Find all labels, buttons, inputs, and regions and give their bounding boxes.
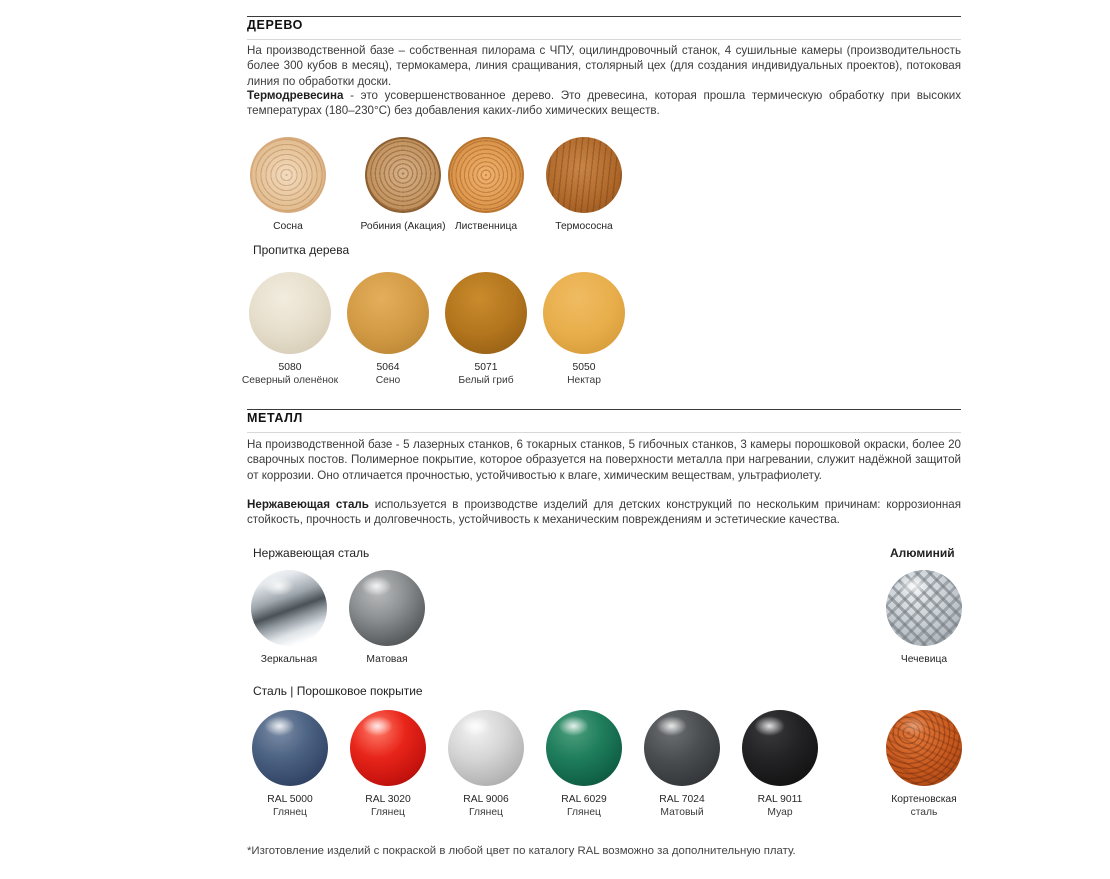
powder-swatch-label: [530, 794, 638, 819]
stain-code: 5064: [376, 362, 400, 373]
wood-swatch-label: Лиственница: [454, 221, 518, 232]
stain-code: 5071: [474, 362, 498, 373]
wood-swatch-label: Термососна: [555, 221, 613, 232]
powder-swatch-ral3020: [334, 710, 442, 819]
stain-code: 5080: [278, 362, 302, 373]
wood-texture-listvennitsa: [448, 137, 524, 213]
stain-swatch-5050: [530, 272, 638, 387]
powder-swatch-label: [432, 794, 540, 819]
powder-code: RAL 7024: [659, 794, 705, 805]
powder-sphere-ral6029: [546, 710, 622, 786]
powder-swatch-label: [628, 794, 736, 819]
metal-paragraph-2-lead: Нержавеющая сталь: [247, 498, 369, 511]
stain-name: Белый гриб: [458, 374, 514, 386]
steel-sphere-mirror: [251, 570, 327, 646]
wood-swatch-sosna: [234, 137, 342, 234]
metal-section-rule-bottom: [247, 432, 961, 433]
wood-paragraph-1: На производственной базе – собственная пилорама с ЧПУ, оцилиндровочный станок, 4 сушильные камеры (производительность более 300 кубов в месяц), термокамера, линия сращивания, столярный цех (для создания индивидуальных проектов), потоковая линия по обработки доски.: [247, 44, 961, 88]
powder-finish: Глянец: [273, 806, 307, 818]
powder-sphere-corten: [886, 710, 962, 786]
powder-finish: Глянец: [567, 806, 601, 818]
aluminium-swatch-chechevitsa: [870, 570, 978, 667]
wood-section-title: ДЕРЕВО: [247, 18, 303, 32]
metal-paragraph-1: На производственной базе - 5 лазерных станков, 6 токарных станков, 5 гибочных станков, 3 камеры порошковой окраски, более 20 сварочных постов. Полимерное покрытие, которое образуется на поверхности металла при нагревании, служит надёжной защитой от коррозии. Оно отличается прочностью, устойчивостью к влаге, химическим веществам, ультрафиолету.: [247, 438, 961, 482]
stain-swatch-5064: [334, 272, 442, 387]
stain-name: Нектар: [567, 374, 601, 386]
powder-sphere-ral5000: [252, 710, 328, 786]
aluminium-texture-chechevitsa: [886, 570, 962, 646]
powder-swatch-corten: [870, 710, 978, 819]
metal-section-title: МЕТАЛЛ: [247, 411, 303, 425]
powder-code: Кортеновская: [891, 794, 957, 805]
powder-finish: Муар: [767, 806, 793, 818]
stain-name: Сено: [375, 374, 401, 386]
powder-swatch-label: [334, 794, 442, 819]
powder-finish: сталь: [910, 806, 938, 818]
stain-swatch-label: [432, 362, 540, 387]
wood-paragraph-2-lead: Термодревесина: [247, 89, 344, 102]
powder-swatch-ral7024: [628, 710, 736, 819]
steel-swatch-mirror: [235, 570, 343, 667]
stain-color-5064: [347, 272, 429, 354]
stain-color-5080: [249, 272, 331, 354]
aluminium-swatch-label: Чечевица: [900, 654, 948, 665]
wood-paragraph-2-rest: - это усовершенствованное дерево. Это древесина, которая прошла термическую обработку при высоких температурах (180–230°С) без добавления каких-либо химических веществ.: [247, 89, 961, 118]
wood-texture-termososna: [546, 137, 622, 213]
wood-texture-sosna: [250, 137, 326, 213]
steel-swatch-label: Матовая: [366, 654, 408, 665]
steel-swatch-matte: [333, 570, 441, 667]
wood-section-rule-bottom: [247, 39, 961, 40]
powder-code: RAL 9011: [757, 794, 803, 805]
powder-code: RAL 6029: [561, 794, 607, 805]
powder-swatch-label: [726, 794, 834, 819]
powder-swatch-label: [236, 794, 344, 819]
stain-swatch-label: [334, 362, 442, 387]
powder-swatch-ral5000: [236, 710, 344, 819]
wood-texture-robinia: [365, 137, 441, 213]
powder-swatch-ral6029: [530, 710, 638, 819]
stain-color-5050: [543, 272, 625, 354]
powder-sphere-ral9006: [448, 710, 524, 786]
stainless-steel-heading: Нержавеющая сталь: [253, 546, 370, 560]
powder-code: RAL 9006: [463, 794, 509, 805]
powder-sphere-ral7024: [644, 710, 720, 786]
stain-color-5071: [445, 272, 527, 354]
powder-sphere-ral3020: [350, 710, 426, 786]
powder-finish: Глянец: [371, 806, 405, 818]
powder-swatch-ral9011: [726, 710, 834, 819]
wood-section-header: [247, 18, 961, 37]
aluminium-heading: Алюминий: [890, 546, 955, 560]
stain-swatch-5080: [236, 272, 344, 387]
wood-section-rule-top: [247, 16, 961, 17]
powder-code: RAL 5000: [267, 794, 313, 805]
wood-paragraph-2: [247, 88, 961, 119]
stain-swatch-5071: [432, 272, 540, 387]
wood-stain-heading: Пропитка дерева: [253, 243, 350, 257]
wood-swatch-termososna: [530, 137, 638, 234]
footnote: *Изготовление изделий с покраской в любой цвет по каталогу RAL возможно за дополнительную плату.: [247, 845, 796, 857]
powder-sphere-ral9011: [742, 710, 818, 786]
metal-section-rule-top: [247, 409, 961, 410]
powder-finish: Глянец: [469, 806, 503, 818]
steel-sphere-matte: [349, 570, 425, 646]
powder-swatch-ral9006: [432, 710, 540, 819]
steel-swatch-label: Зеркальная: [260, 654, 318, 665]
metal-section-header: [247, 411, 961, 430]
metal-paragraph-2: [247, 497, 961, 528]
metal-paragraph-2-rest: используется в производстве изделий для детских конструкций по нескольким причинам: коррозионная стойкость, прочность и долговечность, устойчивость к механическим повреждениям и эстетические качества.: [247, 498, 961, 527]
powder-finish: Матовый: [660, 806, 704, 818]
stain-swatch-label: [530, 362, 638, 387]
stain-name: Северный оленёнок: [241, 374, 339, 386]
stain-swatch-label: [236, 362, 344, 387]
stain-code: 5050: [572, 362, 596, 373]
wood-swatch-label: Сосна: [273, 221, 303, 232]
powder-coating-heading: Сталь | Порошковое покрытие: [253, 684, 423, 698]
wood-swatch-listvennitsa: [432, 137, 540, 234]
powder-swatch-label: [870, 794, 978, 819]
powder-code: RAL 3020: [365, 794, 411, 805]
wood-swatch-label: Робиния (Акация): [360, 221, 446, 232]
